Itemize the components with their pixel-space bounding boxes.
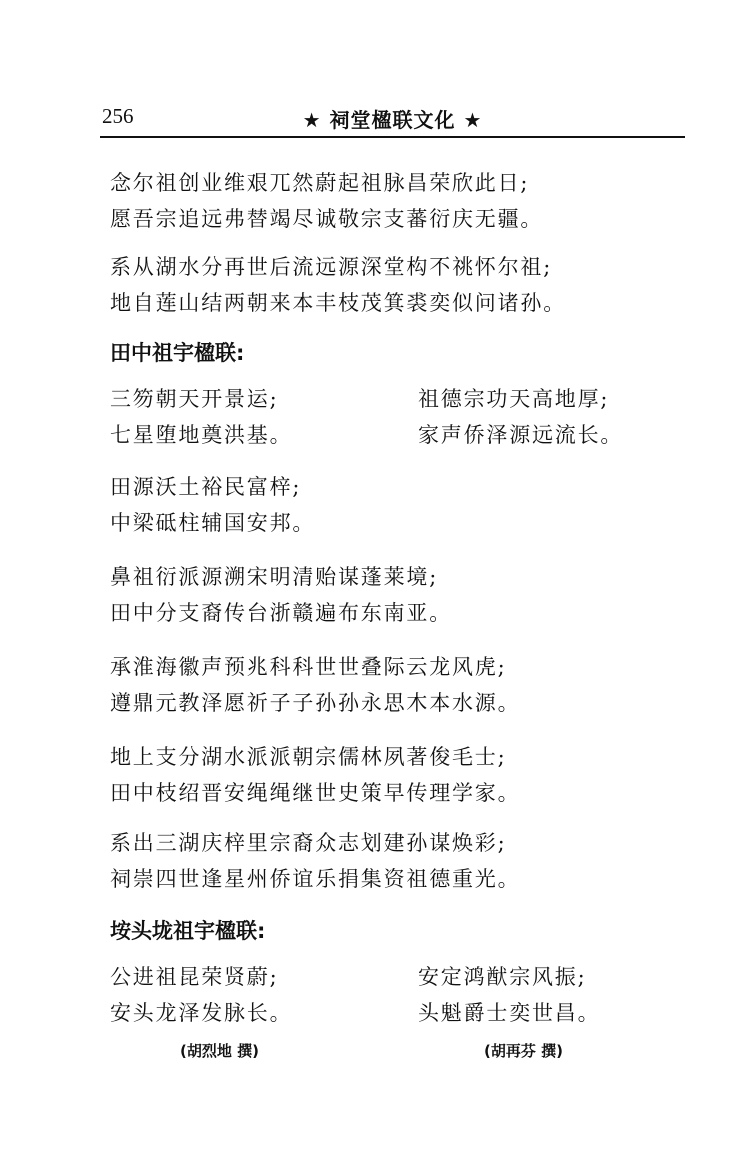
couplet-line: 田源沃土裕民富梓; [110, 475, 302, 499]
section-heading: 田中祖宇楹联: [110, 341, 245, 365]
couplet-line: 中梁砥柱辅国安邦。 [110, 511, 316, 535]
couplet-line: 三笏朝天开景运; [110, 387, 279, 411]
couplet-line: 鼻祖衍派源溯宋明清贻谋蓬莱境; [110, 565, 439, 589]
page-header [100, 100, 685, 138]
couplet-line: 愿吾宗追远弗替竭尽诚敬宗支蕃衍庆无疆。 [110, 207, 544, 231]
couplet-line: 祠崇四世逢星州侨谊乐捐集资祖德重光。 [110, 867, 521, 891]
couplet-line: 地自莲山结两朝来本丰枝茂箕裘奕似问诸孙。 [110, 291, 566, 315]
couplet-line: 地上支分湖水派派朝宗儒林夙著俊毛士; [110, 745, 507, 769]
couplet-line: 头魁爵士奕世昌。 [418, 1001, 601, 1025]
couplet-line: 念尔祖创业维艰兀然蔚起祖脉昌荣欣此日; [110, 171, 530, 195]
couplet-line: 系出三湖庆梓里宗裔众志划建孙谋焕彩; [110, 831, 507, 855]
couplet-line: 安定鸿猷宗风振; [418, 965, 587, 989]
couplet-line: 家声侨泽源远流长。 [418, 423, 624, 447]
couplet-line: 安头龙泽发脉长。 [110, 1001, 293, 1025]
couplet-line: 系从湖水分再世后流远源深堂构不祧怀尔祖; [110, 255, 553, 279]
running-title: ★ 祠堂楹联文化 ★ [302, 108, 483, 132]
couplet-line: 承淮海徽声预兆科科世世叠际云龙风虎; [110, 655, 507, 679]
page-number: 256 [102, 104, 134, 128]
author-credit: (胡烈地 撰) [180, 1042, 259, 1060]
couplet-line: 祖德宗功天高地厚; [418, 387, 610, 411]
couplet-line: 七星堕地奠洪基。 [110, 423, 293, 447]
couplet-line: 田中分支裔传台浙赣遍布东南亚。 [110, 601, 452, 625]
couplet-line: 公进祖昆荣贤蔚; [110, 965, 279, 989]
couplet-line: 田中枝绍晋安绳绳继世史策早传理学家。 [110, 781, 521, 805]
section-heading: 垵头垅祖宇楹联: [110, 919, 266, 943]
author-credit: (胡再芬 撰) [484, 1042, 563, 1060]
couplet-line: 遵鼎元教泽愿祈子子孙孙永思木本水源。 [110, 691, 521, 715]
